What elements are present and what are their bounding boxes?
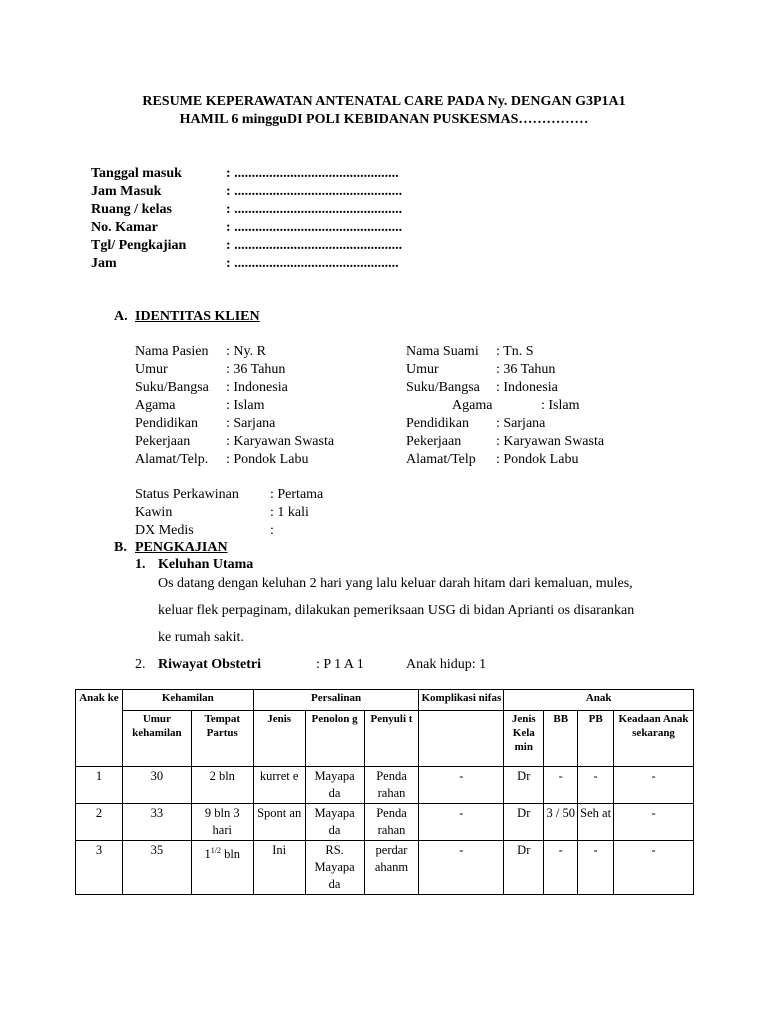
husband-value: : 36 Tahun <box>496 362 556 377</box>
cell-penolong: RS. Mayapa da <box>305 841 364 895</box>
admission-value: : ............................................... <box>226 166 399 181</box>
cell-no: 2 <box>76 804 123 841</box>
cell-umur: 30 <box>122 767 191 804</box>
table-row <box>76 841 694 895</box>
header-keadaan: Keadaan Anak sekarang <box>614 711 694 767</box>
husband-value: : Tn. S <box>496 344 534 359</box>
patient-value: : 36 Tahun <box>226 362 286 377</box>
admission-label: Tanggal masuk <box>91 166 182 181</box>
patient-value: : Sarjana <box>226 416 276 431</box>
header-anak: Anak <box>504 690 694 711</box>
keluhan-title: Keluhan Utama <box>158 557 254 572</box>
patient-label: Umur <box>135 362 168 377</box>
header-persalinan: Persalinan <box>253 690 419 711</box>
admission-label: Jam <box>91 256 117 271</box>
cell-tempat-tail: bln <box>220 847 241 862</box>
husband-value: : Sarjana <box>496 416 546 431</box>
admission-value: : ................................................ <box>226 184 403 199</box>
cell-tempat-fraction: 1/2 <box>210 846 221 855</box>
header-kehamilan: Kehamilan <box>122 690 253 711</box>
header-jenis-kelamin: Jenis Kela min <box>504 711 544 767</box>
header-jenis: Jenis <box>253 711 305 767</box>
cell-jenis-kelamin: Dr <box>504 841 544 895</box>
cell-pb: Seh at <box>578 804 614 841</box>
section-b-letter: B. <box>114 540 127 555</box>
header-umur: Umur kehamilan <box>122 711 191 767</box>
document-title-line1: RESUME KEPERAWATAN ANTENATAL CARE PADA Ny. DENGAN G3P1A1 <box>142 94 626 109</box>
cell-tempat-text: 2 bln <box>209 769 235 783</box>
patient-label: Pendidikan <box>135 416 198 431</box>
cell-pb: - <box>578 841 614 895</box>
patient-value: : Ny. R <box>226 344 266 359</box>
keluhan-text-line: Os datang dengan keluhan 2 hari yang lalu keluar darah hitam dari kemaluan, mules, <box>158 576 633 591</box>
cell-bb: - <box>544 767 578 804</box>
patient-value: : Islam <box>226 398 265 413</box>
cell-bb: - <box>544 841 578 895</box>
patient-value: : Pondok Labu <box>226 452 309 467</box>
husband-label: Nama Suami <box>406 344 479 359</box>
section-a-letter: A. <box>114 309 128 324</box>
patient-label: Alamat/Telp. <box>135 452 209 467</box>
keluhan-text-line: keluar flek perpaginam, dilakukan pemeriksaan USG di bidan Aprianti os disarankan <box>158 603 635 618</box>
header-penolong: Penolon g <box>305 711 364 767</box>
admission-label: Jam Masuk <box>91 184 162 199</box>
husband-label: Alamat/Telp <box>406 452 476 467</box>
husband-label: Pekerjaan <box>406 434 462 449</box>
cell-tempat-text: 9 bln 3 hari <box>204 806 240 837</box>
cell-tempat <box>191 804 253 841</box>
header-anak-ke: Anak ke <box>76 690 123 767</box>
keluhan-number: 1. <box>135 557 146 572</box>
patient-value: : Indonesia <box>226 380 288 395</box>
riwayat-number: 2. <box>135 657 146 672</box>
admission-value: : ................................................ <box>226 202 403 217</box>
cell-penyulit: Penda rahan <box>364 767 419 804</box>
marital-value: : <box>270 523 274 538</box>
husband-value: : Karyawan Swasta <box>496 434 605 449</box>
cell-komplikasi: - <box>419 804 504 841</box>
marital-label: Kawin <box>135 505 173 520</box>
cell-pb: - <box>578 767 614 804</box>
cell-umur: 35 <box>122 841 191 895</box>
header-penyulit: Penyuli t <box>364 711 419 767</box>
cell-jenis-kelamin: Dr <box>504 804 544 841</box>
cell-komplikasi: - <box>419 841 504 895</box>
cell-jenis: Ini <box>253 841 305 895</box>
table-row <box>76 804 694 841</box>
cell-jenis: Spont an <box>253 804 305 841</box>
cell-no: 3 <box>76 841 123 895</box>
table-subheader-row <box>76 711 694 767</box>
cell-bb: 3 / 50 <box>544 804 578 841</box>
section-a-title: IDENTITAS KLIEN <box>135 309 260 324</box>
cell-umur: 33 <box>122 804 191 841</box>
keluhan-text-line: ke rumah sakit. <box>158 630 244 645</box>
cell-penyulit: perdar ahanm <box>364 841 419 895</box>
cell-penolong: Mayapa da <box>305 804 364 841</box>
table-header-row <box>76 690 694 711</box>
marital-label: DX Medis <box>135 523 194 538</box>
husband-label: Umur <box>406 362 439 377</box>
header-bb: BB <box>544 711 578 767</box>
cell-jenis-kelamin: Dr <box>504 767 544 804</box>
header-tempat: Tempat Partus <box>191 711 253 767</box>
patient-label: Agama <box>135 398 176 413</box>
cell-penyulit: Penda rahan <box>364 804 419 841</box>
cell-tempat <box>191 767 253 804</box>
document-title-line2: HAMIL 6 mingguDI POLI KEBIDANAN PUSKESMAS…………… <box>179 112 589 127</box>
cell-keadaan: - <box>614 841 694 895</box>
admission-label: No. Kamar <box>91 220 158 235</box>
obstetric-history-table <box>75 689 694 895</box>
patient-label: Suku/Bangsa <box>135 380 209 395</box>
cell-komplikasi: - <box>419 767 504 804</box>
husband-label: Agama <box>452 398 493 413</box>
cell-penolong: Mayapa da <box>305 767 364 804</box>
husband-value: : Pondok Labu <box>496 452 579 467</box>
riwayat-anak-hidup: Anak hidup: 1 <box>406 657 487 672</box>
husband-value: : Islam <box>541 398 580 413</box>
admission-value: : ............................................... <box>226 256 399 271</box>
section-b-title: PENGKAJIAN <box>135 540 228 555</box>
admission-label: Tgl/ Pengkajian <box>91 238 187 253</box>
cell-jenis: kurret e <box>253 767 305 804</box>
cell-keadaan: - <box>614 767 694 804</box>
admission-value: : ................................................ <box>226 220 403 235</box>
header-komplikasi: Komplikasi nifas <box>419 690 504 711</box>
patient-label: Nama Pasien <box>135 344 209 359</box>
admission-value: : ................................................ <box>226 238 403 253</box>
cell-tempat <box>191 841 253 895</box>
riwayat-pa: : P 1 A 1 <box>316 657 364 672</box>
marital-label: Status Perkawinan <box>135 487 239 502</box>
header-pb: PB <box>578 711 614 767</box>
riwayat-title: Riwayat Obstetri <box>158 657 262 672</box>
patient-label: Pekerjaan <box>135 434 191 449</box>
table-row <box>76 767 694 804</box>
husband-label: Suku/Bangsa <box>406 380 480 395</box>
header-komplikasi-empty <box>419 711 504 767</box>
cell-no: 1 <box>76 767 123 804</box>
admission-label: Ruang / kelas <box>91 202 172 217</box>
marital-value: : Pertama <box>270 487 324 502</box>
patient-value: : Karyawan Swasta <box>226 434 335 449</box>
husband-value: : Indonesia <box>496 380 558 395</box>
marital-value: : 1 kali <box>270 505 309 520</box>
cell-keadaan: - <box>614 804 694 841</box>
husband-label: Pendidikan <box>406 416 469 431</box>
cell-tempat-text: 1 <box>204 847 211 862</box>
